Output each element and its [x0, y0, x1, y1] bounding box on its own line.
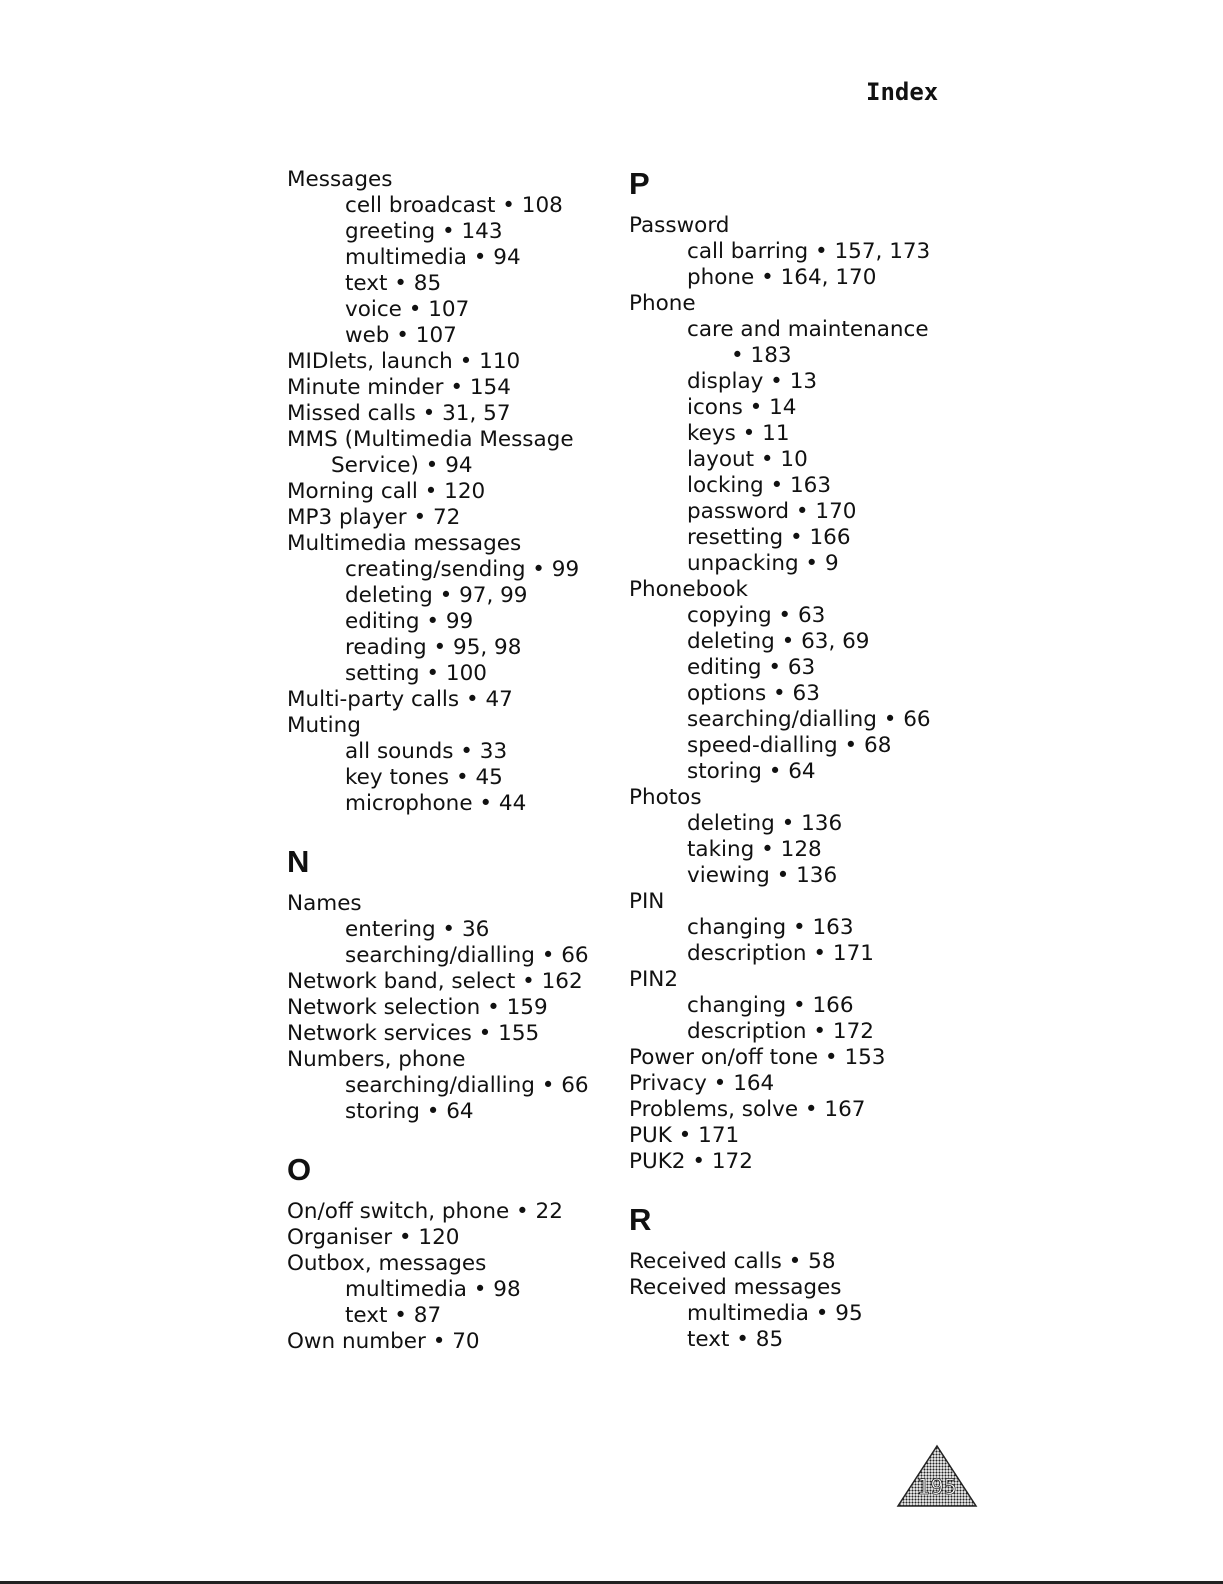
- index-subentry: call barring • 157, 173: [687, 239, 931, 264]
- index-subentry: locking • 163: [687, 473, 832, 498]
- index-subentry: deleting • 63, 69: [687, 629, 870, 654]
- index-entry: Minute minder • 154: [287, 375, 511, 400]
- index-subentry: icons • 14: [687, 395, 797, 420]
- index-entry: Missed calls • 31, 57: [287, 401, 511, 426]
- index-subentry: key tones • 45: [345, 765, 503, 790]
- index-entry: Names: [287, 891, 362, 916]
- index-subentry: resetting • 166: [687, 525, 851, 550]
- index-subentry: viewing • 136: [687, 863, 838, 888]
- index-entry: Morning call • 120: [287, 479, 486, 504]
- index-subentry: multimedia • 94: [345, 245, 521, 270]
- index-subentry: password • 170: [687, 499, 857, 524]
- index-entry: Organiser • 120: [287, 1225, 460, 1250]
- section-letter-p: P: [629, 166, 650, 201]
- index-subentry: changing • 163: [687, 915, 854, 940]
- index-subentry: editing • 63: [687, 655, 816, 680]
- index-entry: On/off switch, phone • 22: [287, 1199, 563, 1224]
- index-subentry: description • 172: [687, 1019, 874, 1044]
- index-subentry: text • 85: [345, 271, 442, 296]
- index-subentry: searching/dialling • 66: [687, 707, 931, 732]
- index-subentry: searching/dialling • 66: [345, 1073, 589, 1098]
- index-entry: MP3 player • 72: [287, 505, 461, 530]
- index-subentry: description • 171: [687, 941, 874, 966]
- index-subentry: all sounds • 33: [345, 739, 508, 764]
- index-subentry: web • 107: [345, 323, 457, 348]
- index-entry: Messages: [287, 167, 393, 192]
- page-number-badge: [896, 1444, 978, 1508]
- index-subentry: display • 13: [687, 369, 818, 394]
- page-number: 195: [916, 1475, 958, 1499]
- index-subentry: speed-dialling • 68: [687, 733, 892, 758]
- index-entry: Received messages: [629, 1275, 842, 1300]
- index-entry: PUK2 • 172: [629, 1149, 753, 1174]
- index-subentry: unpacking • 9: [687, 551, 839, 576]
- index-subentry: voice • 107: [345, 297, 470, 322]
- index-entry: Network selection • 159: [287, 995, 548, 1020]
- index-subentry: changing • 166: [687, 993, 854, 1018]
- index-entry: PIN: [629, 889, 665, 914]
- index-subentry: entering • 36: [345, 917, 490, 942]
- index-subentry: cell broadcast • 108: [345, 193, 563, 218]
- section-letter-o: O: [287, 1152, 312, 1187]
- index-subentry: care and maintenance: [687, 317, 929, 342]
- index-subentry-continuation: • 183: [731, 343, 792, 368]
- index-subentry: editing • 99: [345, 609, 474, 634]
- index-entry: Numbers, phone: [287, 1047, 466, 1072]
- index-entry: Outbox, messages: [287, 1251, 487, 1276]
- index-entry: Received calls • 58: [629, 1249, 836, 1274]
- index-subentry: text • 85: [687, 1327, 784, 1352]
- index-entry: MIDlets, launch • 110: [287, 349, 521, 374]
- index-subentry: options • 63: [687, 681, 820, 706]
- index-entry: MMS (Multimedia Message: [287, 427, 574, 452]
- index-subentry: microphone • 44: [345, 791, 527, 816]
- page-title: Index: [866, 78, 939, 106]
- index-subentry: keys • 11: [687, 421, 790, 446]
- index-entry: Muting: [287, 713, 361, 738]
- index-entry: PUK • 171: [629, 1123, 740, 1148]
- section-letter-r: R: [629, 1202, 652, 1237]
- index-entry: Network services • 155: [287, 1021, 540, 1046]
- index-column-right: [629, 167, 969, 1353]
- index-subentry: creating/sending • 99: [345, 557, 580, 582]
- index-subentry: greeting • 143: [345, 219, 503, 244]
- index-column-left: [287, 167, 627, 1355]
- index-entry: Password: [629, 213, 730, 238]
- index-entry: Privacy • 164: [629, 1071, 775, 1096]
- index-entry-continuation: Service) • 94: [331, 453, 473, 478]
- index-subentry: phone • 164, 170: [687, 265, 877, 290]
- index-entry: Phonebook: [629, 577, 749, 602]
- index-subentry: deleting • 136: [687, 811, 843, 836]
- index-subentry: text • 87: [345, 1303, 442, 1328]
- index-subentry: taking • 128: [687, 837, 822, 862]
- section-letter-n: N: [287, 844, 310, 879]
- index-entry: Multi-party calls • 47: [287, 687, 513, 712]
- index-entry: PIN2: [629, 967, 679, 992]
- index-subentry: searching/dialling • 66: [345, 943, 589, 968]
- index-entry: Phone: [629, 291, 696, 316]
- index-subentry: deleting • 97, 99: [345, 583, 528, 608]
- index-entry: Own number • 70: [287, 1329, 480, 1354]
- index-subentry: storing • 64: [687, 759, 816, 784]
- index-subentry: copying • 63: [687, 603, 826, 628]
- index-entry: Power on/off tone • 153: [629, 1045, 886, 1070]
- index-subentry: layout • 10: [687, 447, 808, 472]
- index-entry: Photos: [629, 785, 702, 810]
- index-subentry: setting • 100: [345, 661, 487, 686]
- index-entry: Network band, select • 162: [287, 969, 583, 994]
- index-entry: Multimedia messages: [287, 531, 522, 556]
- index-subentry: multimedia • 95: [687, 1301, 863, 1326]
- index-entry: Problems, solve • 167: [629, 1097, 866, 1122]
- index-subentry: reading • 95, 98: [345, 635, 522, 660]
- index-subentry: storing • 64: [345, 1099, 474, 1124]
- index-subentry: multimedia • 98: [345, 1277, 521, 1302]
